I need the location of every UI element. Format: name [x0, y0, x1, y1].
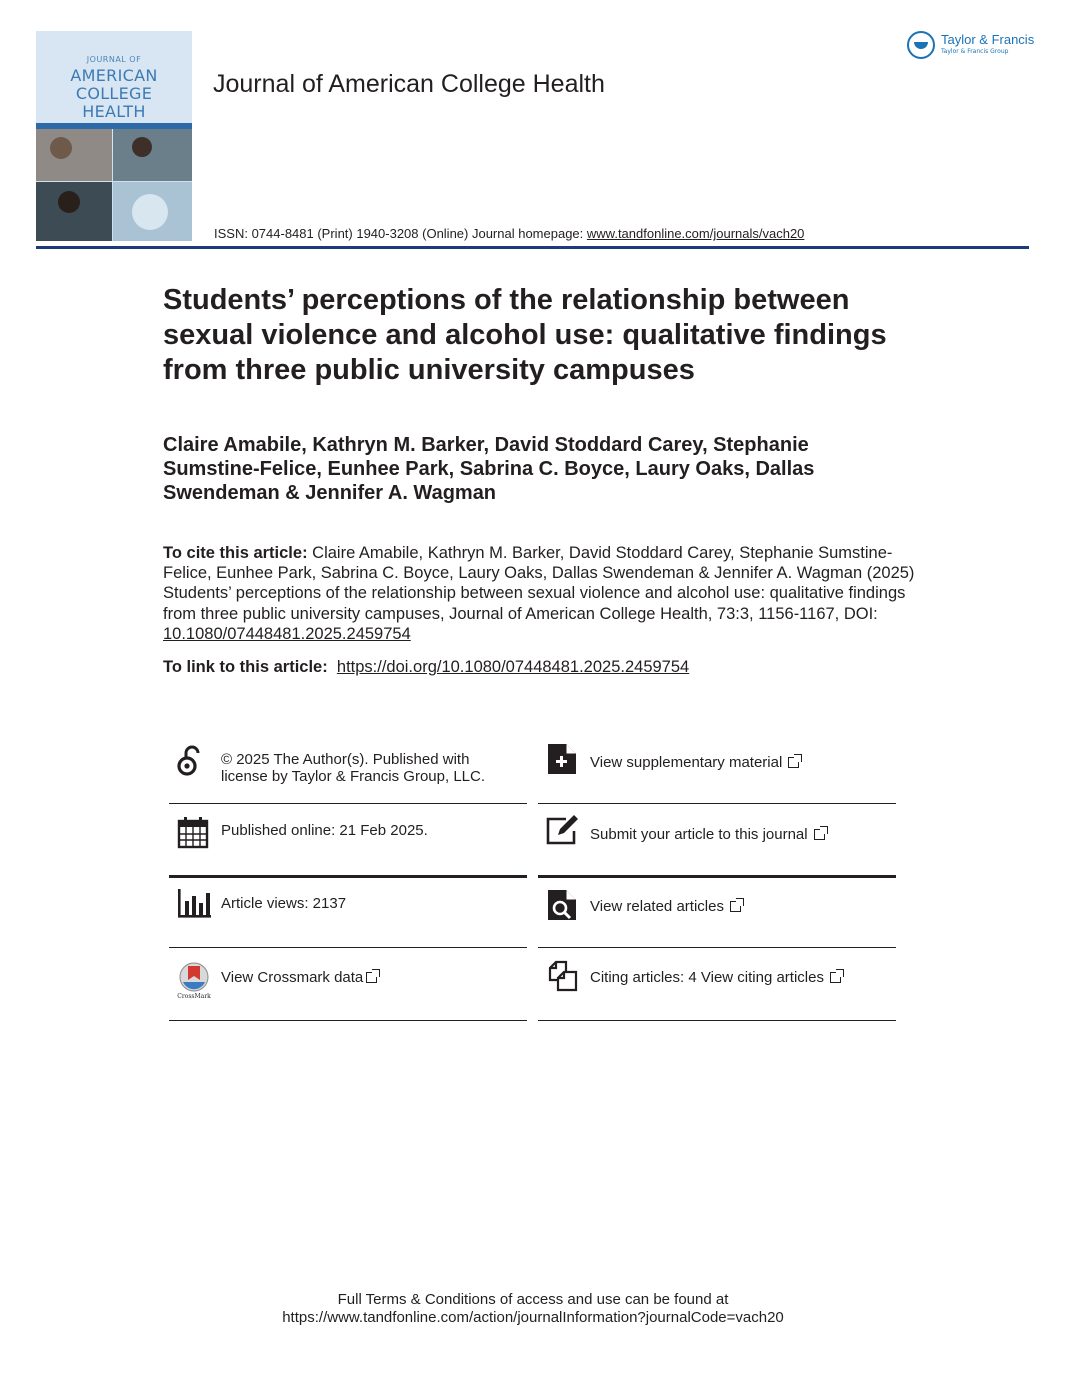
calendar-icon: [177, 816, 211, 850]
bar-chart-icon: [177, 887, 211, 921]
article-link: [163, 657, 923, 677]
related-cell[interactable]: [538, 877, 896, 949]
citing-documents-icon: [546, 960, 580, 994]
supplementary-label: View supplementary material: [590, 754, 783, 771]
terms-footer: [0, 1291, 1066, 1327]
divider: [169, 1020, 527, 1021]
cover-photo-2: [113, 129, 192, 181]
crossmark-link[interactable]: [221, 970, 377, 986]
citing-label: Citing articles: 4 View citing articles: [590, 969, 824, 986]
issn-line: [214, 226, 804, 241]
divider: [538, 1020, 896, 1021]
cover-photos: [36, 129, 192, 241]
cover-title: [36, 67, 192, 121]
cover-photo-2-figure: [132, 137, 152, 157]
submit-cell[interactable]: [538, 804, 896, 876]
related-link[interactable]: [590, 899, 741, 915]
edit-icon: [546, 814, 580, 848]
journal-cover-image: [36, 31, 192, 241]
publisher-subname: Taylor & Francis Group: [941, 48, 1009, 55]
search-document-icon: [546, 888, 580, 922]
link-label: To link to this article:: [163, 658, 328, 676]
cite-doi-link[interactable]: 10.1080/07448481.2025.2459754: [163, 624, 411, 643]
journal-homepage-link[interactable]: www.tandfonline.com/journals/vach20: [586, 226, 805, 241]
article-doi-link[interactable]: https://doi.org/10.1080/07448481.2025.2459754: [336, 658, 690, 676]
publisher-logo[interactable]: [907, 30, 1033, 62]
external-link-icon: [730, 901, 741, 912]
related-label: View related articles: [590, 898, 724, 915]
cover-photo-1: [36, 129, 112, 181]
crossmark-label: View Crossmark data: [221, 969, 364, 986]
article-views: Article views: 2137: [221, 895, 347, 912]
lamp-icon: [907, 31, 935, 59]
submit-link[interactable]: [590, 827, 825, 843]
published-date: Published online: 21 Feb 2025.: [221, 822, 428, 839]
cover-photo-3-figure: [58, 191, 80, 213]
header-rule: [36, 246, 1029, 249]
cover-title-line3: HEALTH: [82, 102, 146, 121]
external-link-icon: [814, 829, 825, 840]
supplementary-link[interactable]: [590, 755, 799, 771]
terms-line1: Full Terms & Conditions of access and use can be found at: [337, 1291, 729, 1308]
external-link-icon: [366, 972, 377, 983]
open-access-icon: [175, 744, 209, 778]
svg-text:CrossMark: CrossMark: [177, 993, 211, 1000]
views-cell: [169, 877, 527, 949]
cover-photo-4-figure: [132, 194, 168, 230]
submit-label: Submit your article to this journal: [590, 826, 808, 843]
cover-title-line2: COLLEGE: [75, 84, 153, 103]
cover-title-line1: AMERICAN: [70, 66, 158, 85]
supplementary-cell[interactable]: [538, 732, 896, 804]
published-cell: [169, 804, 527, 876]
terms-url[interactable]: https://www.tandfonline.com/action/journalInformation?journalCode=vach20: [282, 1309, 784, 1326]
cite-label: To cite this article:: [163, 544, 308, 562]
crossmark-cell[interactable]: [169, 948, 527, 1020]
citing-cell[interactable]: [538, 948, 896, 1020]
license-text-line2: license by Taylor & Francis Group, LLC.: [221, 768, 486, 785]
external-link-icon: [830, 972, 841, 983]
add-file-icon: [546, 742, 580, 776]
publisher-name: Taylor & Francis: [941, 32, 1035, 47]
journal-name[interactable]: Journal of American College Health: [213, 70, 605, 98]
article-title: Students’ perceptions of the relationship between sexual violence and alcohol use: qualitative findings from three public university campuses: [163, 284, 887, 386]
citing-link[interactable]: [590, 970, 841, 986]
citation: [163, 543, 923, 644]
crossmark-icon: [175, 960, 215, 1000]
cite-text: Claire Amabile, Kathryn M. Barker, David Stoddard Carey, Stephanie Sumstine-Felice, Eunhee Park, Sabrina C. Boyce, Laury Oaks, Dallas Swendeman & Jennifer A. Wagman (2025) Students’ perceptions of the relationship between sexual violence and alcohol use: qualitative findings from three public university campuses, Journal of American College Health, 73:3, 1156-1167, DOI:: [163, 544, 915, 623]
article-authors: Claire Amabile, Kathryn M. Barker, David Stoddard Carey, Stephanie Sumstine-Felice, Eunhee Park, Sabrina C. Boyce, Laury Oaks, Dallas Swendeman & Jennifer A. Wagman: [163, 434, 815, 504]
license-text-line1: © 2025 The Author(s). Published with: [221, 751, 470, 768]
cover-photo-1-figure: [50, 137, 72, 159]
issn-text: ISSN: 0744-8481 (Print) 1940-3208 (Online) Journal homepage:: [214, 226, 587, 241]
cover-journal-of: JOURNAL OF: [86, 55, 142, 64]
open-access-cell: [169, 732, 527, 804]
external-link-icon: [788, 757, 799, 768]
